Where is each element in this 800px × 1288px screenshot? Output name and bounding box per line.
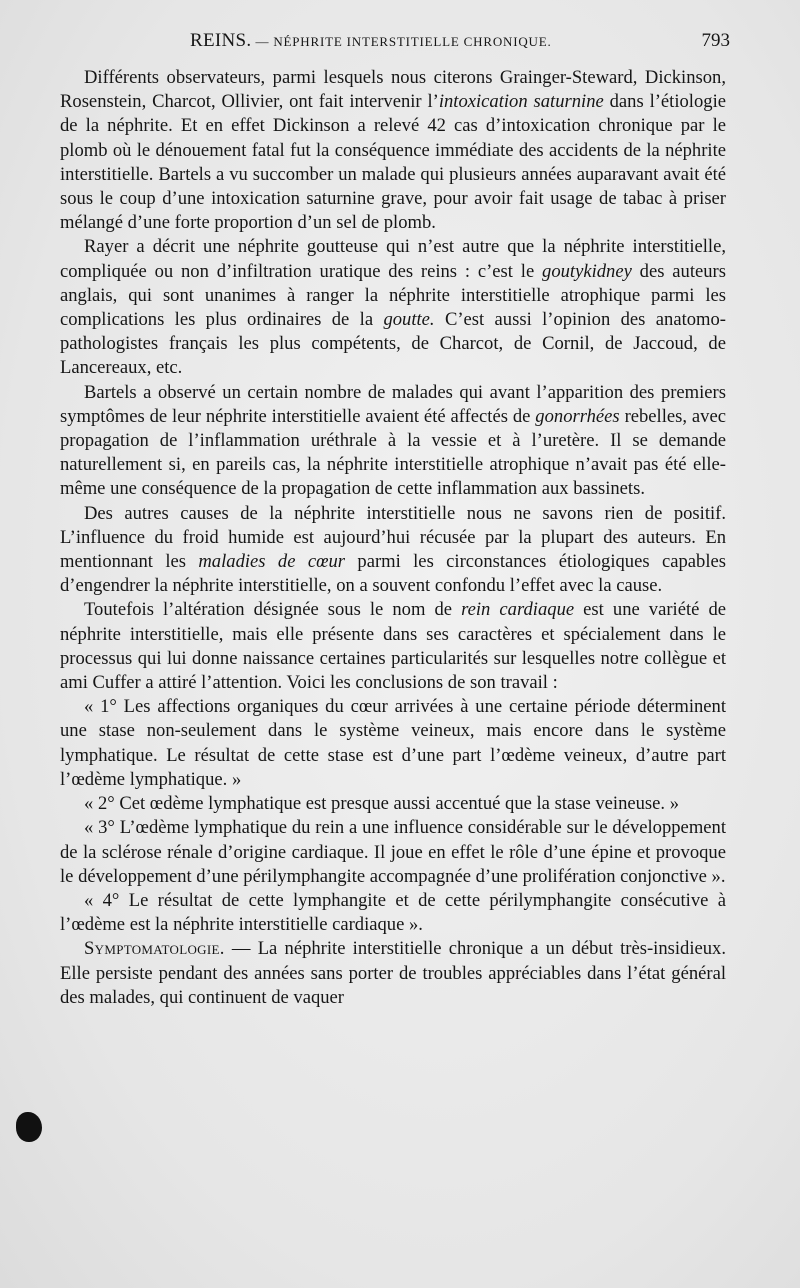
text-run: rebelles, avec propagation de l’inflammation uréthrale à la vessie et à l’uretère. Il se demande naturellement si, en pareils cas, la néphrite interstitielle atrophique n’avait pas été elle-même une conséquence de la propagation de cette inflammation aux bassinets. [60,405,726,500]
italic-term: gonorrhées [535,405,620,427]
paragraph-2 [60,235,726,380]
section-heading: Symptomatologie. [84,938,225,960]
running-head [190,30,552,52]
body-text [60,66,726,1010]
text-run: dans l’étiologie de la néphrite. Et en effet Dickinson a relevé 42 cas d’intoxication chronique par le plomb où le dénouement fatal fut la conséquence immédiate des accidents de la néphrite interstitielle. Bartels a vu succomber un malade qui plusieurs années auparavant avait été sous le coup d’une intoxication saturnine grave, pour avoir fait usage de tabac à priser mélangé d’une forte proportion d’un sel de plomb. [60,91,726,234]
text-run: Différents observateurs, parmi lesquels nous citerons Grainger-Steward, Dickinson, Rosenstein, Charcot, Ollivier, ont fait intervenir l’ [60,67,726,113]
page-header [60,30,730,60]
text-run: C’est aussi l’opinion des anatomo-pathologistes français les plus compétents, de Charcot, de Cornil, de Jaccoud, de Lancereaux, etc. [60,309,726,379]
paragraph-9 [60,889,726,937]
text-run: « 4° Le résultat de cette lymphangite et de cette périlymphangite consécutive à l’œdème est la néphrite interstitielle cardiaque ». [60,889,726,936]
text-run: Rayer a décrit une néphrite goutteuse qui n’est autre que la néphrite interstitielle, compliquée ou non d’infiltration uratique des reins : c’est le [60,236,726,282]
page-number: 793 [701,30,730,51]
text-run: parmi les circonstances étiologiques capables d’engendrer la néphrite interstitielle, on a souvent confondu l’effet avec la cause. [60,551,726,597]
italic-term: goutte. [383,309,435,331]
paragraph-8 [60,816,726,889]
paragraph-6 [60,695,726,792]
italic-term: intoxication saturnine [438,91,604,113]
text-run: des auteurs anglais, qui sont unanimes à ranger la néphrite interstitielle atrophique parmi les complications les plus ordinaires de la [60,260,726,331]
paragraph-4 [60,502,726,599]
italic-term: goutykidney [542,260,632,282]
text-run: « 3° L’œdème lymphatique du rein a une influence considérable sur le développement de la sclérose rénale d’origine cardiaque. Il joue en effet le rôle d’une épine et provoque le développement d’une périlymphangite accompagnée d’une prolifération conjonctive ». [60,817,726,887]
text-run: Toutefois l’altération désignée sous le nom de [84,599,462,621]
text-run: — La néphrite interstitielle chronique a un début très-insidieux. Elle persiste pendant des années sans porter de troubles appréciables dans l’état général des malades, qui continuent de vaquer [60,938,726,1008]
paragraph-7 [60,792,726,816]
paragraph-5 [60,598,726,695]
italic-term: rein cardiaque [461,599,575,621]
text-run: Des autres causes de la néphrite interstitielle nous ne savons rien de positif. L’influence du froid humide est aujourd’hui récusée par la plupart des auteurs. En mentionnant les [60,502,726,573]
text-run: « 1° Les affections organiques du cœur arrivées à une certaine période déterminent une stase non-seulement dans le système veineux, mais encore dans le système lymphatique. Le résultat de cette stase est d’une part l’œdème veineux, d’autre part l’œdème lymphatique. » [60,696,726,790]
ink-blot [16,1112,42,1142]
paragraph-10 [60,937,726,1010]
paragraph-3 [60,381,726,502]
running-head-main: REINS. [190,30,252,51]
text-run: est une variété de néphrite interstitielle, mais elle présente dans ses caractères et spécialement dans le processus qui lui donne naissance certaines particularités sur lesquelles notre collègue et ami Cuffer a attiré l’attention. Voici les conclusions de son travail : [60,599,726,694]
running-head-subtitle: — NÉPHRITE INTERSTITIELLE CHRONIQUE. [251,34,552,49]
text-run: « 2° Cet œdème lymphatique est presque aussi accentué que la stase veineuse. » [84,793,680,815]
paragraph-1 [60,66,726,235]
text-run: Bartels a observé un certain nombre de malades qui avant l’apparition des premiers symptômes de leur néphrite interstitielle avaient été affectés de [60,381,726,427]
italic-term: maladies de cœur [198,551,346,573]
